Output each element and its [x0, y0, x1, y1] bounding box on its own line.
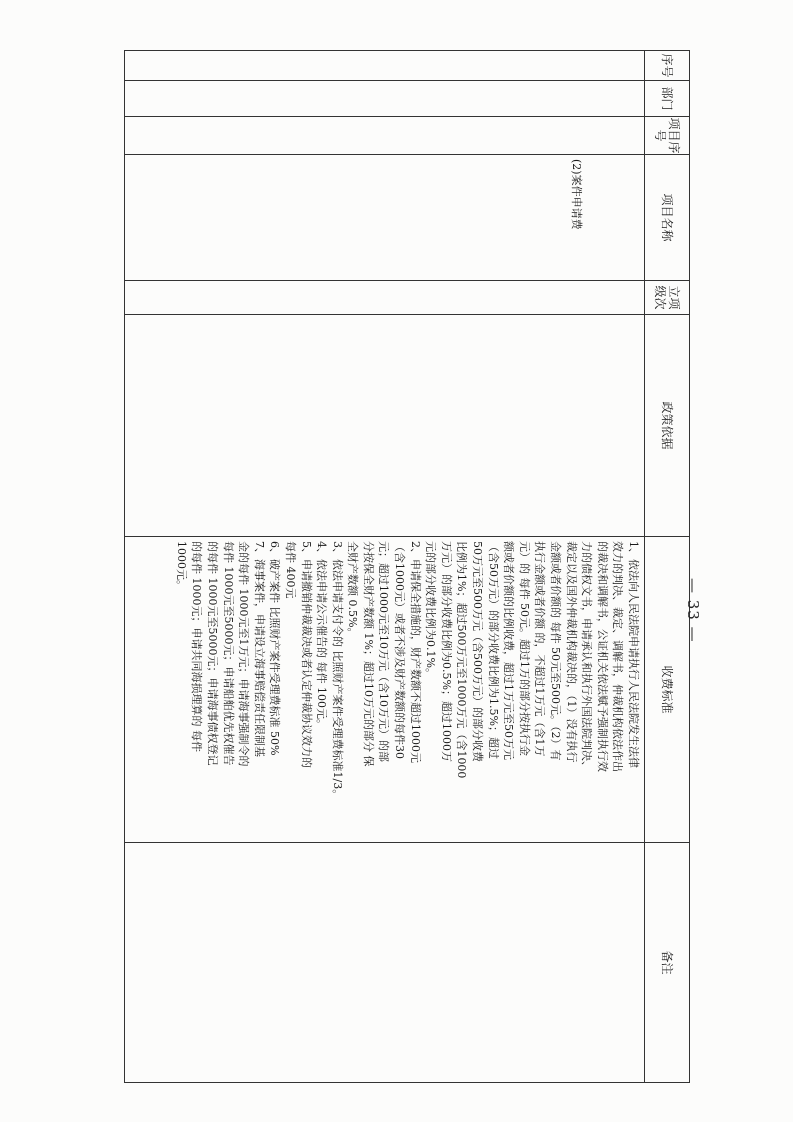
header-remark: 备注: [645, 843, 690, 1083]
header-seq: 序号: [645, 51, 690, 81]
standard-line: 每件 400元: [283, 541, 297, 599]
header-standard: 收费标准: [645, 537, 690, 843]
standard-line: 效力的判决、裁定、调解书，仲裁机构依法作出: [611, 541, 625, 772]
header-level: 立项级次: [645, 281, 690, 315]
standard-line: 额或者价额的比例收费，超过1万元至50万元: [502, 541, 516, 760]
header-item-name: 项目名称: [645, 155, 690, 281]
standard-line: 5、申请撤销仲裁裁决或者认定仲裁协议效力的: [299, 541, 313, 768]
standard-line: 6、破产案件 比照财产案件受理费标准 50%: [268, 541, 282, 756]
header-item-seq: 项目序号: [645, 117, 690, 155]
standard-line: 每件 1000元至5000元；申请船舶优先权催告: [221, 541, 235, 766]
standard-line: 元；超过1000元至10万元（含10万元）的部: [377, 541, 391, 762]
standard-line: 万元）的部分收费比例为0.5%；超过1000万: [439, 541, 453, 762]
standard-line: 分按保全财产数额 1%；超过10万元的部分 保: [361, 541, 375, 767]
header-policy: 政策依据: [645, 315, 690, 537]
standard-text: [173, 541, 641, 838]
standard-line: （含50万元）的部分收费比例为1.5%；超过: [486, 541, 500, 759]
standard-line: 金额或者价额的 每件 50元至500元。（2）有: [549, 541, 563, 761]
rotated-fee-table-container: [124, 50, 690, 1082]
standard-line: 50万元至500万元（含500万元）的部分收费: [471, 541, 485, 762]
cell-seq: [125, 51, 645, 81]
standard-line: 执行金额或者价额 的，不超过1万元（含1万: [533, 541, 547, 757]
standard-line: 比例为1%；超过500万元至1000万元（含1000: [455, 541, 469, 779]
cell-remark: [125, 843, 645, 1083]
standard-line: 1、依法向人民法院申请执行人民法院发生法律: [627, 541, 640, 768]
standard-line: 元的部分收费比例为0.1%。: [424, 541, 438, 679]
standard-line: 3、依法申请支付令的 比照财产案件受理费标准1/3。: [330, 541, 344, 801]
standard-line: 元）的 每件 50元。超过1万的部分按执行金: [517, 541, 531, 756]
header-dept: 部门: [645, 81, 690, 117]
table-row: [125, 51, 645, 1083]
standard-line: 2、申请保全措施的，财产数额不超过1000元: [408, 541, 422, 763]
standard-line: 力的债权文书，申请承认和执行外国法院判决、: [580, 541, 594, 772]
standard-line: 的每件 1000元；申请共同海损理算的 每件: [190, 541, 204, 752]
standard-line: 的裁决和调解书，公证机关依法赋予强制执行效: [595, 541, 609, 772]
cell-policy: [125, 315, 645, 537]
cell-dept: [125, 81, 645, 117]
standard-line: 1000元。: [174, 541, 188, 591]
standard-line: 的每件 1000元至5000元；申请海事债权登记: [205, 541, 219, 766]
cell-item-seq: [125, 117, 645, 155]
standard-line: 全财产数额 0.5%。: [346, 541, 360, 639]
standard-line: 裁定以及国外仲裁机构裁决的，（1）没有执行: [564, 541, 578, 763]
standard-line: 金的每件 1000元至1万元；申请海事强制令的: [237, 541, 251, 767]
fee-table: [124, 50, 690, 1083]
cell-item-name: (2)案件申请费: [125, 155, 645, 281]
page-number: — 33 —: [684, 577, 702, 643]
cell-level: [125, 281, 645, 315]
standard-line: （含1000元）或者不涉及财产数额的每件30: [393, 541, 407, 759]
standard-line: 4、依法申请公示催告的 每件 100元。: [315, 541, 329, 730]
standard-line: 7、海事案件，申请设立海事赔偿责任限制基: [252, 541, 266, 757]
cell-standard: [125, 537, 645, 843]
